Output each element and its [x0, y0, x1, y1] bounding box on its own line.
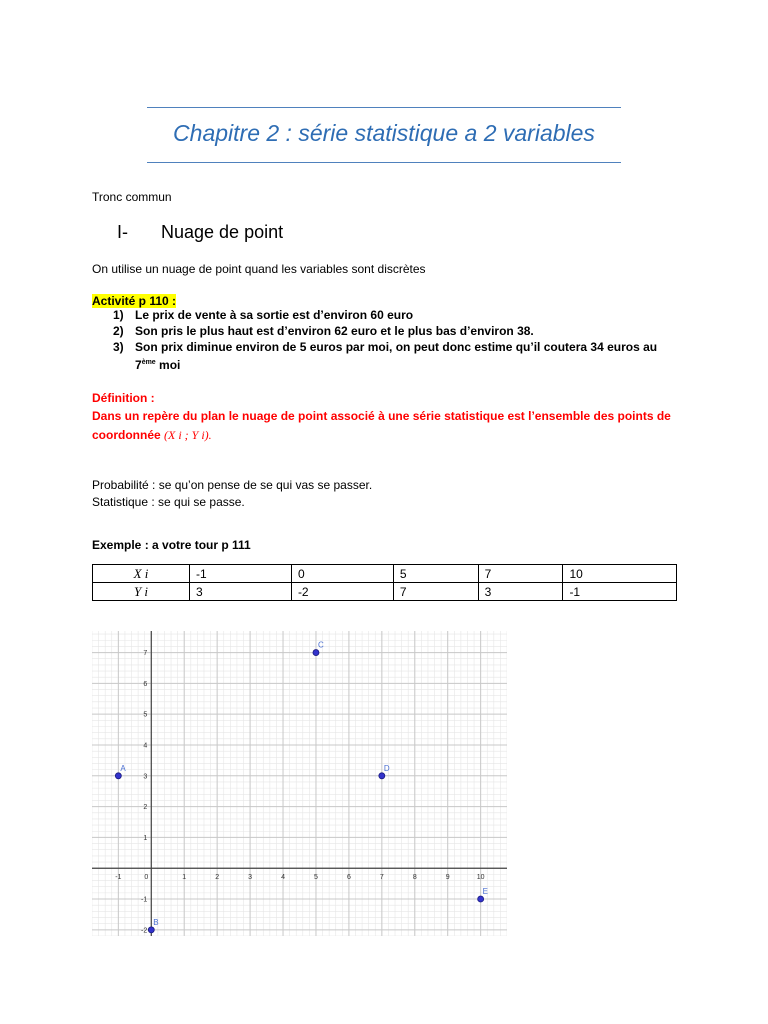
section-heading: [117, 222, 283, 243]
intro-text: On utilise un nuage de point quand les variables sont discrètes: [92, 262, 426, 276]
y-tick-label: 5: [143, 711, 148, 719]
x-tick-label: 8: [412, 874, 417, 882]
scatter-plot: [92, 631, 507, 936]
row-label-x: X i: [93, 565, 190, 583]
statistics-text: Statistique : se qui se passe.: [92, 495, 245, 509]
y-tick-label: -1: [141, 896, 148, 904]
definition-label: Définition :: [92, 391, 155, 405]
definition-formula: (X i ; Y i).: [164, 428, 212, 442]
probability-text: Probabilité : se qu’on pense de se qui vas se passer.: [92, 478, 373, 492]
course-level: Tronc commun: [92, 190, 172, 204]
title-rule-top: [147, 107, 621, 108]
list-item-continuation: 7ème moi: [135, 358, 181, 372]
point-label-b: B: [153, 917, 159, 927]
y-tick-label: 1: [143, 834, 148, 842]
x-tick-label: 10: [476, 874, 485, 882]
x-tick-label: 6: [346, 874, 351, 882]
list-item: 1) Le prix de vente à sa sortie est d’environ 60 euro: [113, 308, 414, 322]
section-title: Nuage de point: [161, 222, 284, 242]
x-tick-label: 2: [215, 874, 220, 882]
point-label-c: C: [317, 640, 324, 650]
activity-list: [92, 307, 682, 373]
x-tick-label: -1: [115, 874, 122, 882]
y-tick-label: 2: [143, 804, 148, 812]
table-row: Y i 3 -2 7 3 -1: [93, 583, 677, 601]
x-tick-label: 1: [182, 874, 187, 882]
x-tick-label: 5: [314, 874, 318, 882]
list-item: 2) Son pris le plus haut est d’environ 62 euro et le plus bas d’environ 38.: [113, 324, 534, 338]
point-label-a: A: [120, 763, 126, 773]
point-label-d: D: [383, 763, 390, 773]
point-label-e: E: [482, 887, 488, 897]
data-table: [92, 564, 677, 601]
x-tick-label: 4: [281, 874, 285, 882]
x-tick-label: 0: [144, 874, 149, 882]
x-tick-label: 9: [445, 874, 450, 882]
y-tick-label: -2: [141, 927, 148, 935]
x-tick-label: 7: [379, 874, 384, 882]
y-tick-label: 6: [143, 680, 148, 688]
data-point-d: [379, 773, 385, 779]
data-point-b: [148, 927, 154, 933]
y-tick-label: 7: [143, 650, 148, 658]
page-title: Chapitre 2 : série statistique a 2 variables: [173, 120, 595, 146]
row-label-y: Y i: [93, 583, 190, 601]
list-item: 3) Son prix diminue environ de 5 euros par moi, on peut donc estime qu’il coutera 34 euros au: [113, 340, 658, 354]
y-tick-label: 4: [143, 742, 148, 750]
table-row: X i -1 0 5 7 10: [93, 565, 677, 583]
activity-label-text: Activité p 110 :: [92, 294, 177, 308]
y-tick-label: 3: [143, 773, 148, 781]
title-rule-bottom: [147, 162, 621, 163]
x-tick-label: 3: [248, 874, 253, 882]
section-number: I-: [117, 222, 128, 242]
definition-text: Dans un repère du plan le nuage de point associé à une série statistique est l’ensemble des points de coordonnée (X i ; Y i).: [92, 409, 671, 442]
data-point-c: [313, 650, 319, 656]
example-heading: Exemple : a votre tour p 111: [92, 538, 251, 552]
data-point-e: [478, 896, 484, 902]
data-point-a: [115, 773, 121, 779]
